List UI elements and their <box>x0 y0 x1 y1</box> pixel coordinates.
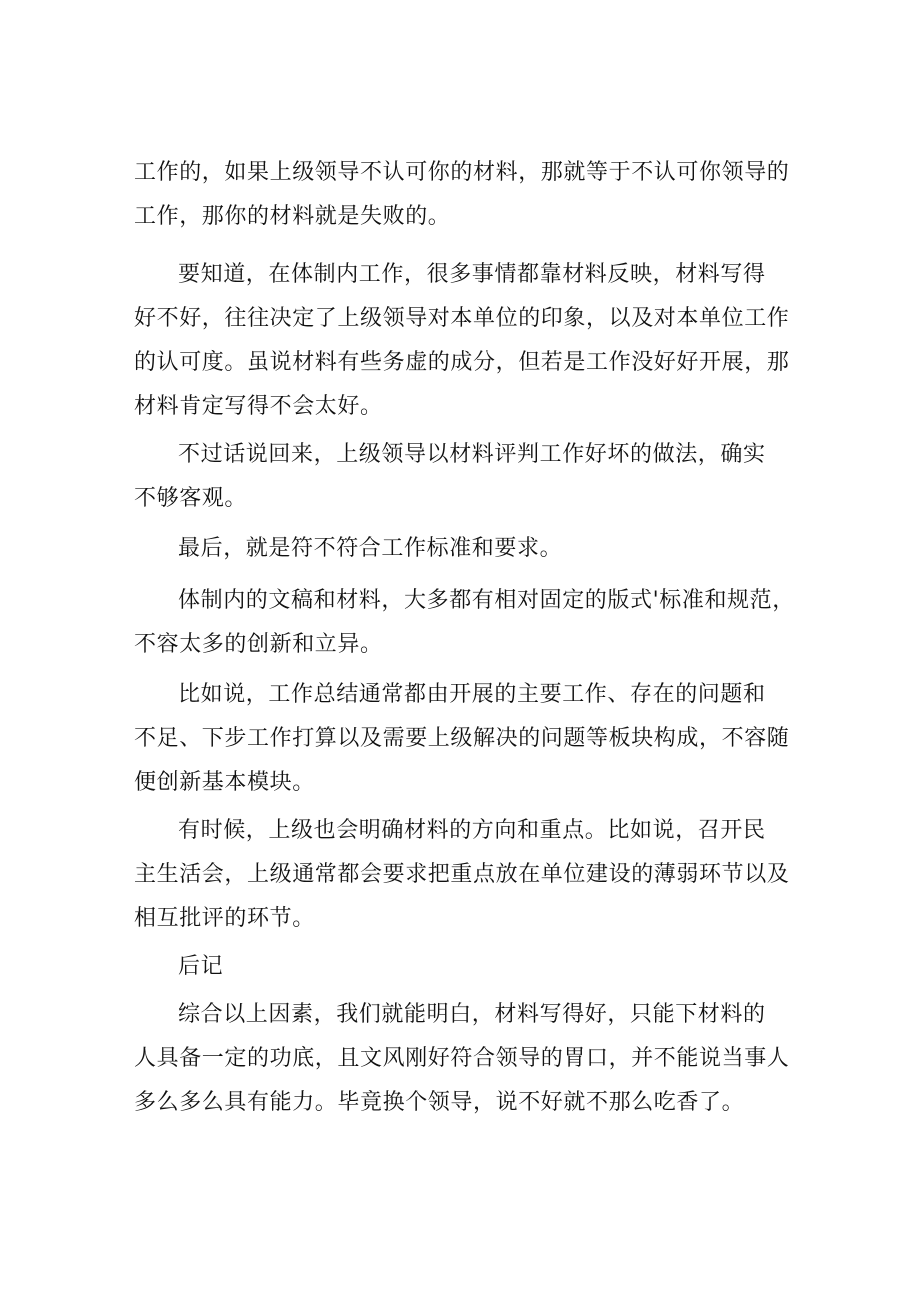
text-line: 多么多么具有能力。毕竟换个领导，说不好就不那么吃香了。 <box>134 1090 745 1115</box>
text-line: 最后，就是符不符合工作标准和要求。 <box>178 536 563 561</box>
text-line: 相互批评的环节。 <box>134 906 315 931</box>
text-line: 综合以上因素，我们就能明白，材料写得好，只能下材料的 <box>178 1002 766 1027</box>
section-heading: 后记 <box>178 954 224 979</box>
text-line: 便创新基本模块。 <box>134 770 315 795</box>
text-line: 工作的，如果上级领导不认可你的材料，那就等于不认可你领导的 <box>134 160 790 185</box>
text-line: 有时候，上级也会明确材料的方向和重点。比如说，召开民 <box>178 818 766 843</box>
text-line: 主生活会，上级通常都会要求把重点放在单位建设的薄弱环节以及 <box>134 862 790 887</box>
text-line: 要知道，在体制内工作，很多事情都靠材料反映，材料写得 <box>178 262 766 287</box>
text-line: 不容太多的创新和立异。 <box>134 632 383 657</box>
text-line: 的认可度。虽说材料有些务虚的成分，但若是工作没好好开展，那 <box>134 350 790 375</box>
text-line: 不足、下步工作打算以及需要上级解决的问题等板块构成，不容随 <box>134 726 790 751</box>
text-line: 好不好，往往决定了上级领导对本单位的印象，以及对本单位工作 <box>134 306 790 331</box>
text-line: 材料肯定写得不会太好。 <box>134 394 383 419</box>
text-line: 比如说，工作总结通常都由开展的主要工作、存在的问题和 <box>178 682 766 707</box>
text-line: 不够客观。 <box>134 486 248 511</box>
text-line: 人具备一定的功底，且文风刚好符合领导的胃口，并不能说当事人 <box>134 1046 790 1071</box>
text-line: 体制内的文稿和材料，大多都有相对固定的版式'标准和规范， <box>178 588 795 613</box>
text-line: 不过话说回来，上级领导以材料评判工作好坏的做法，确实 <box>178 442 766 467</box>
text-line: 工作，那你的材料就是失败的。 <box>134 204 451 229</box>
